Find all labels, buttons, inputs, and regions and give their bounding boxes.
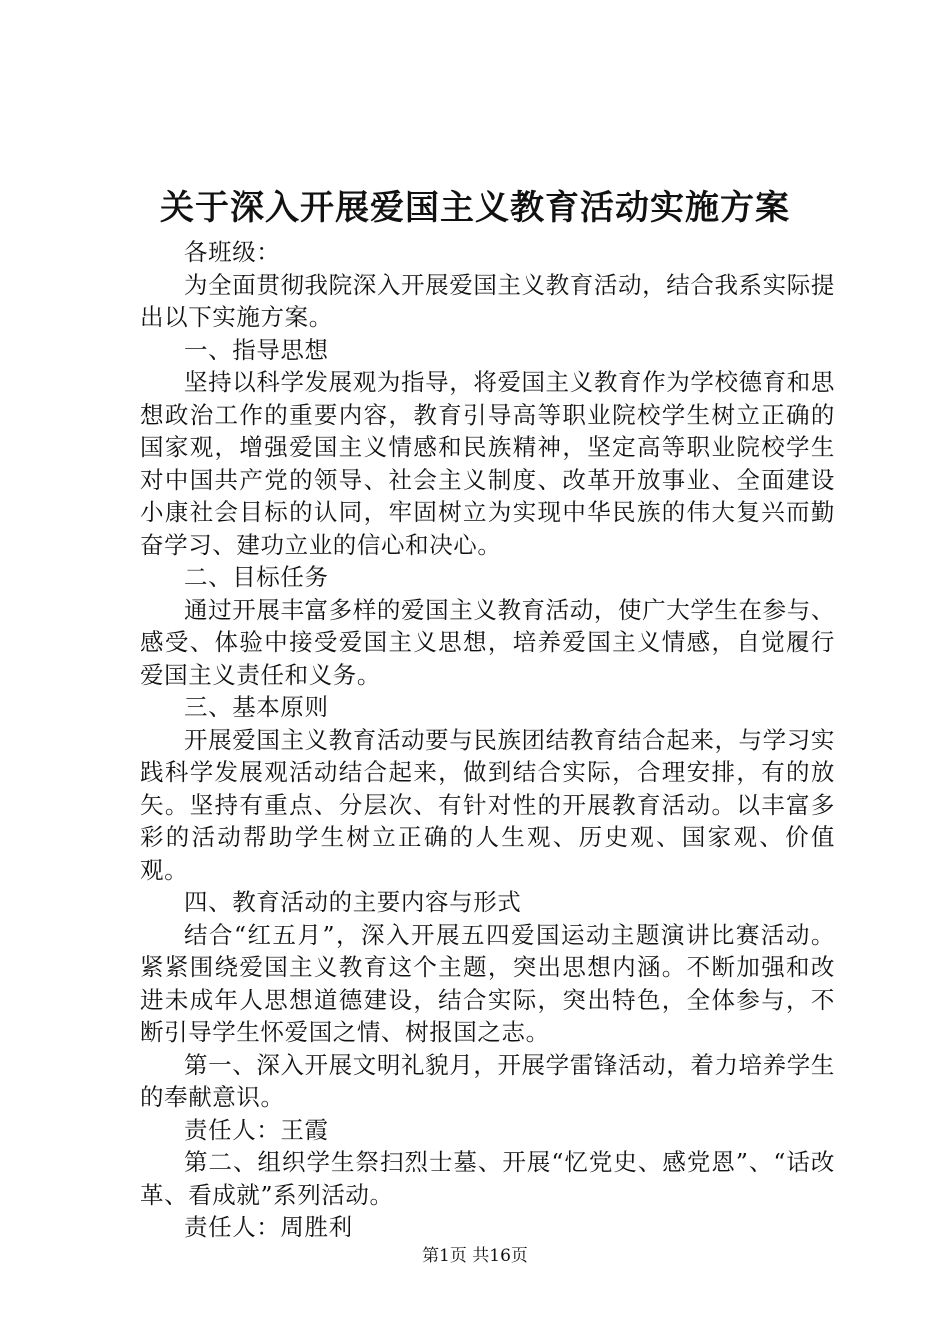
section-heading-principles: 三、基本原则 <box>184 693 329 721</box>
section-heading-guiding-ideology: 一、指导思想 <box>184 335 329 364</box>
responsible-person-second: 责任人：周胜利 <box>184 1213 353 1241</box>
responsible-person-first: 责任人：王霞 <box>184 1115 329 1144</box>
paragraph-content-forms: 结合“红五月”，深入开展五四爱国运动主题演讲比赛活动。紧紧围绕爱国主义教育这个主题，突出思想内涵。不断加强和改进未成年人思想道德建设，结合实际，突出特色，全体参与，不断引导学生怀爱国之情、树报国之志。 <box>140 920 835 1046</box>
document-title: 关于深入开展爱国主义教育活动实施方案 <box>160 188 790 228</box>
salutation: 各班级： <box>184 238 281 266</box>
page-footer: 第1页 共16页 <box>422 1246 528 1266</box>
intro-paragraph: 为全面贯彻我院深入开展爱国主义教育活动，结合我系实际提出以下实施方案。 <box>140 270 835 331</box>
paragraph-guiding-ideology: 坚持以科学发展观为指导，将爱国主义教育作为学校德育和思想政治工作的重要内容，教育引导高等职业院校学生树立正确的国家观，增强爱国主义情感和民族精神，坚定高等职业院校学生对中国共产党的领导、社会主义制度、改革开放事业、全面建设小康社会目标的认同，牢固树立为实现中华民族的伟大复兴而勤奋学习、建功立业的信心和决心。 <box>140 368 835 559</box>
paragraph-activity-second: 第二、组织学生祭扫烈士墓、开展“忆党史、感党恩”、“话改革、看成就”系列活动。 <box>140 1148 835 1209</box>
document-body <box>140 236 835 1244</box>
paragraph-principles: 开展爱国主义教育活动要与民族团结教育结合起来，与学习实践科学发展观活动结合起来，做到结合实际，合理安排，有的放矢。坚持有重点、分层次、有针对性的开展教育活动。以丰富多彩的活动帮助学生树立正确的人生观、历史观、国家观、价值观。 <box>140 725 835 884</box>
paragraph-activity-first: 第一、深入开展文明礼貌月，开展学雷锋活动，着力培养学生的奉献意识。 <box>140 1050 835 1111</box>
section-heading-content-forms: 四、教育活动的主要内容与形式 <box>184 888 522 916</box>
paragraph-goals: 通过开展丰富多样的爱国主义教育活动，使广大学生在参与、感受、体验中接受爱国主义思想，培养爱国主义情感，自觉履行爱国主义责任和义务。 <box>140 595 835 689</box>
section-heading-goals: 二、目标任务 <box>184 563 329 591</box>
